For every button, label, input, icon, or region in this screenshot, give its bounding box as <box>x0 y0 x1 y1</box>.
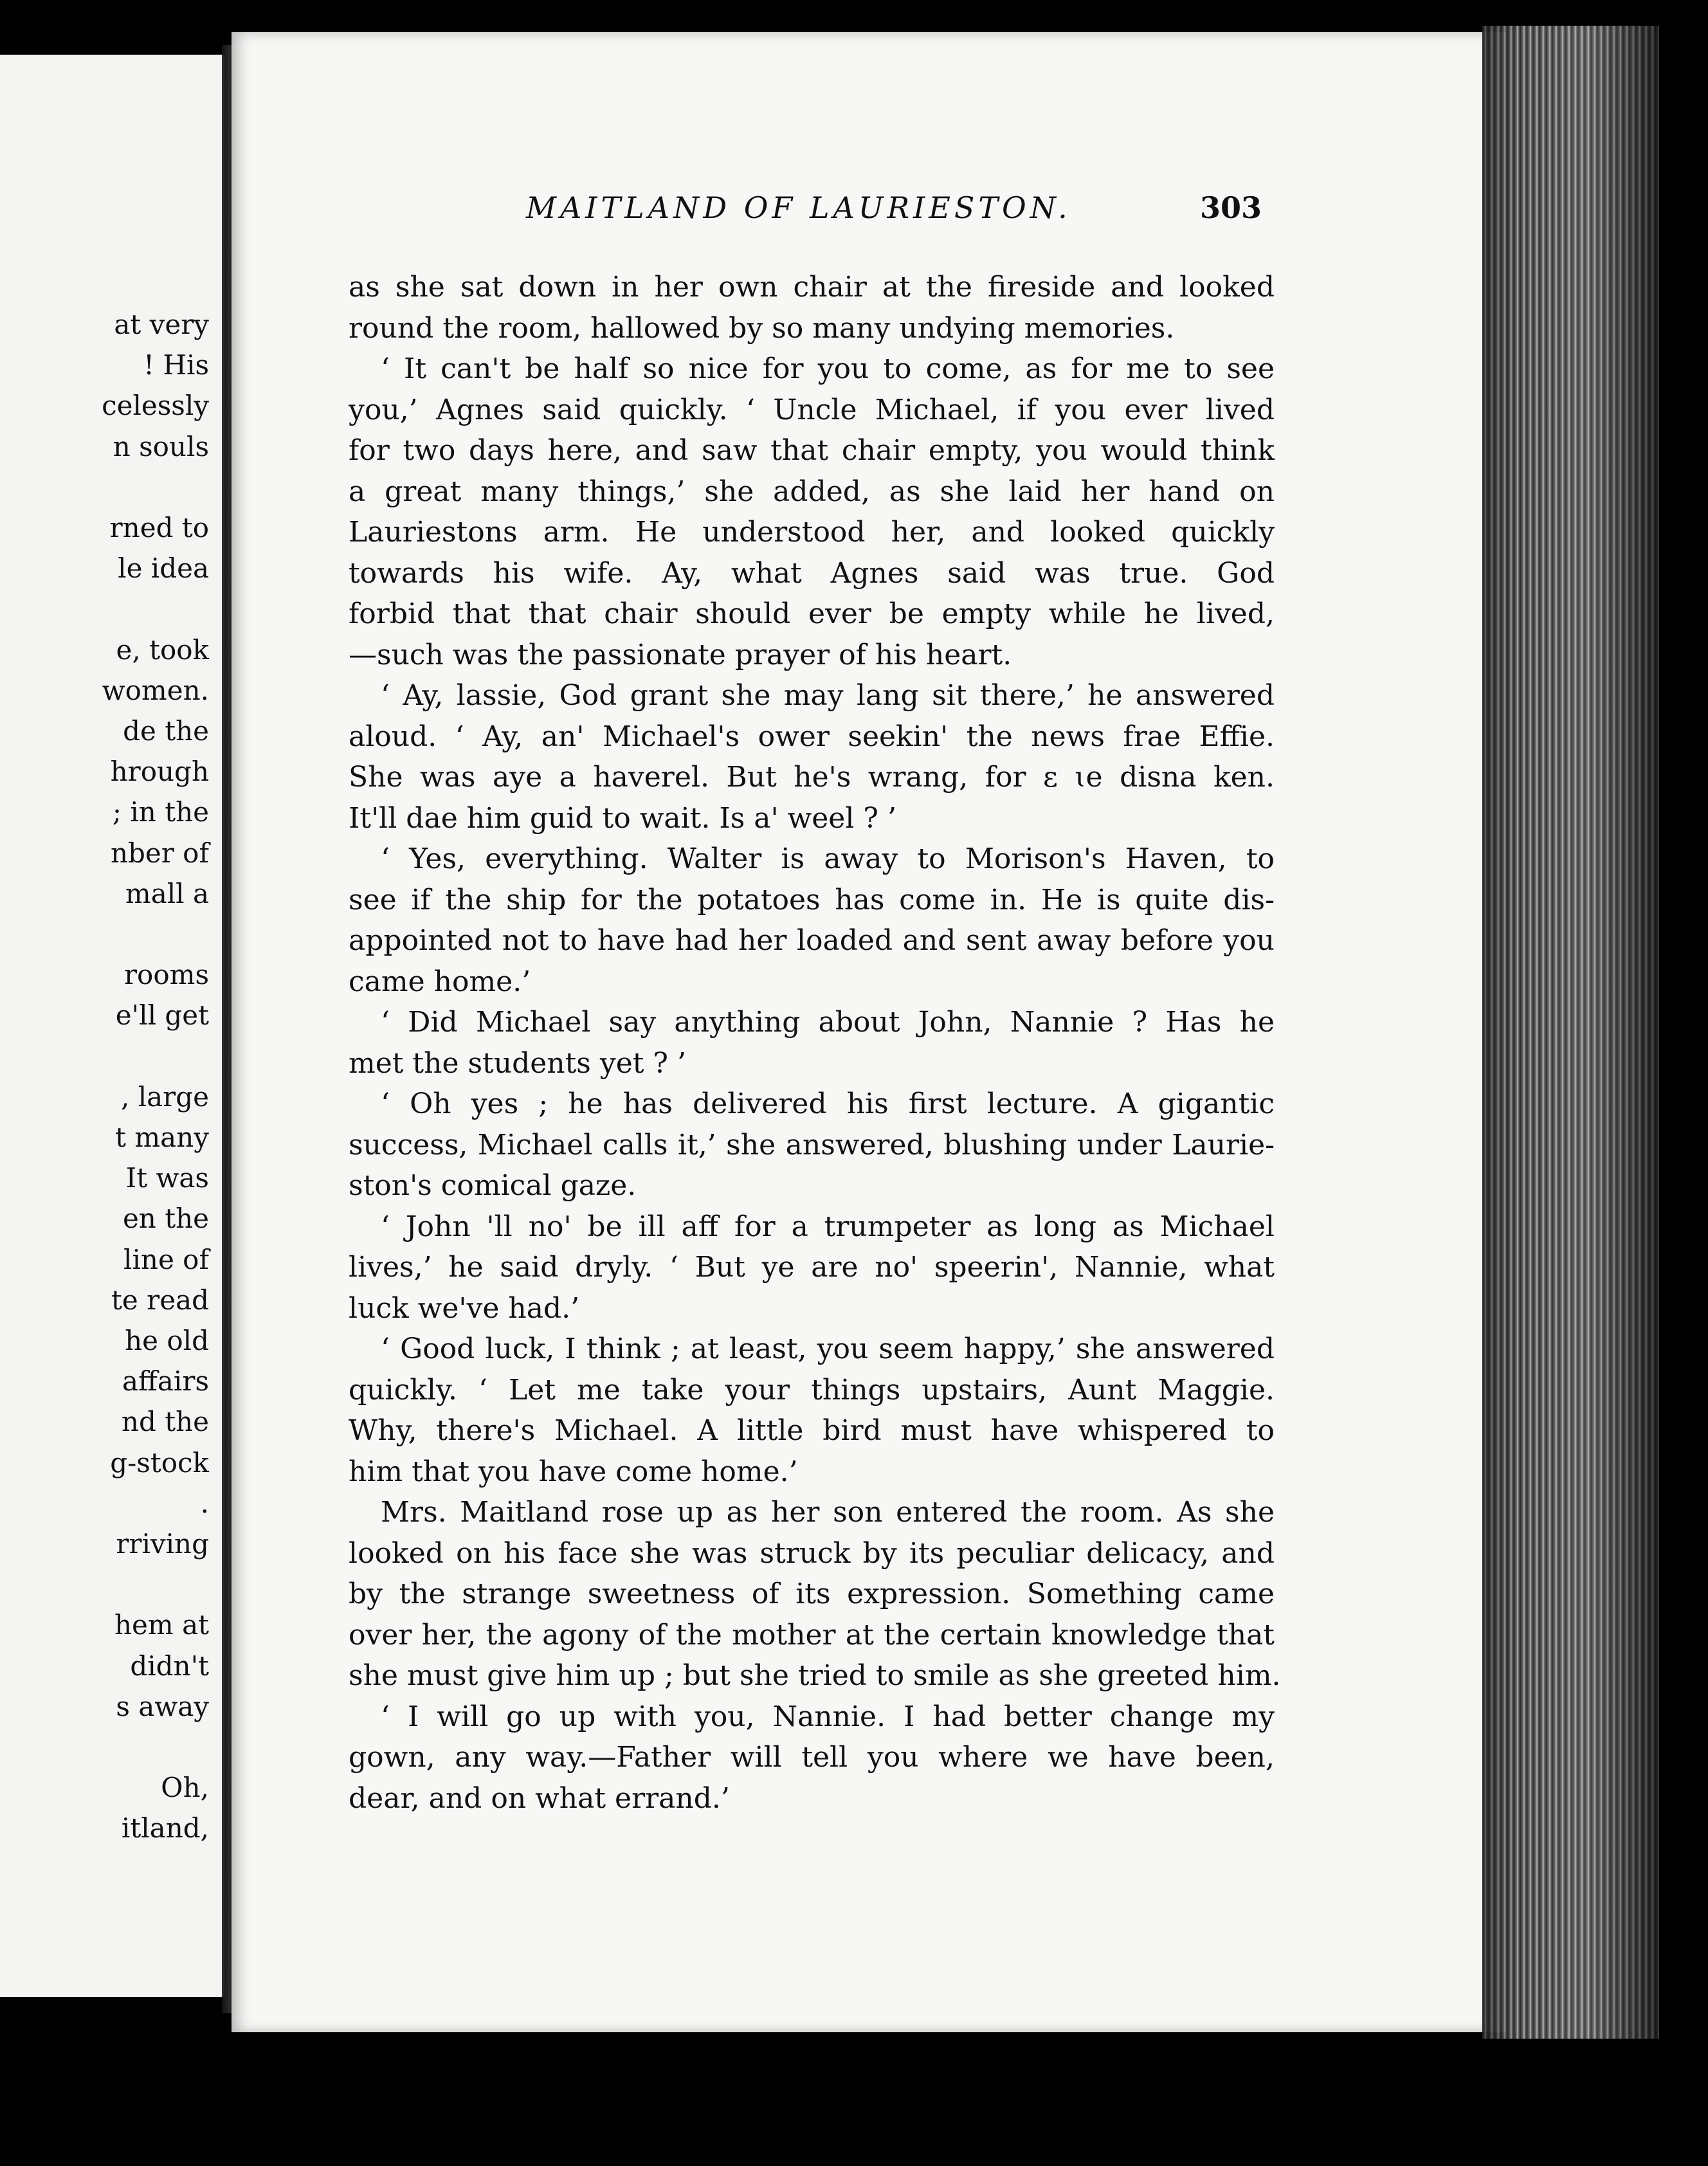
text-line: over her, the agony of the mother at the certain knowledge that <box>349 1618 1275 1652</box>
text-line: Why, there's Michael. A little bird must have whispered to <box>349 1414 1275 1447</box>
text-line: She was aye a haverel. But he's wrang, for ɛ ɩe disna ken. <box>349 761 1275 794</box>
text-line: dear, and on what errand.’ <box>349 1781 730 1815</box>
text-line: came home.’ <box>349 965 531 998</box>
text-line: —such was the passionate prayer of his heart. <box>349 638 1012 671</box>
left-page-fragment: le idea <box>118 552 209 585</box>
left-page-fragment: nd the <box>121 1406 209 1438</box>
text-line: gown, any way.—Father will tell you where we have been, <box>349 1741 1275 1774</box>
text-line: lives,’ he said dryly. ‘ But ye are no' speerin', Nannie, what <box>349 1251 1275 1284</box>
left-page-fragment: he old <box>125 1325 209 1356</box>
left-page-fragment: de the <box>123 715 209 747</box>
text-line: a great many things,’ she added, as she laid her hand on <box>349 475 1275 508</box>
text-line: ‘ Did Michael say anything about John, Nannie ? Has he <box>381 1006 1275 1039</box>
text-line: looked on his face she was struck by its peculiar delicacy, and <box>349 1536 1275 1570</box>
left-page-fragment: mall a <box>125 877 209 909</box>
left-page-fragment: line of <box>123 1243 209 1275</box>
text-line: by the strange sweetness of its expression. Something came <box>349 1578 1275 1610</box>
text-line: Lauriestons arm. He understood her, and looked quickly <box>349 516 1275 549</box>
left-page-fragment: affairs <box>122 1365 209 1397</box>
text-line: for two days here, and saw that chair empty, you would think <box>349 434 1275 467</box>
left-page-fragment: g-stock <box>110 1446 209 1479</box>
left-page-fragment: e, took <box>116 633 209 666</box>
left-page-fragment: nber of <box>110 837 209 869</box>
text-line: success, Michael calls it,’ she answered, blushing under Laurie- <box>349 1128 1275 1161</box>
left-page-fragment: rooms <box>123 959 209 991</box>
text-line: towards his wife. Ay, what Agnes said was true. God <box>349 556 1275 590</box>
left-page-fragment: Oh, <box>161 1772 209 1804</box>
text-line: ‘ Yes, everything. Walter is away to Morison's Haven, to <box>381 842 1275 875</box>
left-page-fragment: hrough <box>110 756 209 788</box>
page-edges-shade <box>1482 26 1659 2039</box>
text-line: met the students yet ? ’ <box>349 1046 686 1080</box>
text-line: It'll dae him guid to wait. Is a' weel ? ’ <box>349 801 896 835</box>
left-page-fragment: e'll get <box>115 999 209 1032</box>
left-page-fragment: hem at <box>114 1609 209 1641</box>
text-line: see if the ship for the potatoes has come in. He is quite dis- <box>349 883 1275 916</box>
left-page-fragment: , large <box>121 1080 209 1113</box>
left-page-fragment: ; in the <box>112 796 209 828</box>
text-line: forbid that that chair should ever be empty while he lived, <box>349 597 1275 630</box>
left-page-fragment: women. <box>102 674 209 706</box>
left-page-fragment: rriving <box>116 1528 209 1560</box>
left-page-fragment: en the <box>122 1203 209 1235</box>
text-line: ‘ Oh yes ; he has delivered his first lecture. A gigantic <box>381 1088 1275 1120</box>
text-line: ston's comical gaze. <box>349 1169 637 1202</box>
left-page-fragment: celessly <box>102 390 209 422</box>
text-line: him that you have come home.’ <box>349 1455 798 1488</box>
text-line: Mrs. Maitland rose up as her son entered the room. As she <box>381 1496 1275 1529</box>
left-page-fragment: at very <box>114 309 209 340</box>
body-text <box>349 267 1281 1819</box>
left-page-fragment: . <box>200 1487 209 1519</box>
left-page-fragment: n souls <box>113 430 209 462</box>
text-line: ‘ John 'll no' be ill aff for a trumpeter as long as Michael <box>381 1210 1275 1243</box>
text-line: appointed not to have had her loaded and sent away before you <box>349 924 1275 957</box>
left-page-fragment: itland, <box>121 1812 209 1844</box>
text-line: quickly. ‘ Let me take your things upstairs, Aunt Maggie. <box>349 1373 1275 1406</box>
left-page-fragment: It was <box>125 1162 209 1194</box>
text-line: as she sat down in her own chair at the fireside and looked <box>349 271 1275 304</box>
left-page-fragment: te read <box>111 1284 209 1316</box>
text-line: ‘ Good luck, I think ; at least, you seem happy,’ she answered <box>381 1333 1275 1365</box>
text-line: ‘ It can't be half so nice for you to come, as for me to see <box>381 352 1275 385</box>
left-page <box>0 55 224 1997</box>
running-head: MAITLAND OF LAURIESTON. <box>526 190 1071 225</box>
left-page-fragment: didn't <box>130 1650 209 1682</box>
text-line: aloud. ‘ Ay, an' Michael's ower seekin' the news frae Effie. <box>349 720 1275 753</box>
text-line: you,’ Agnes said quickly. ‘ Uncle Michael, if you ever lived <box>349 393 1275 426</box>
left-page-fragment: ! His <box>143 349 209 381</box>
text-line: she must give him up ; but she tried to smile as she greeted him. <box>349 1659 1281 1692</box>
left-page-fragment: t many <box>115 1122 209 1153</box>
text-line: ‘ I will go up with you, Nannie. I had better change my <box>381 1700 1275 1733</box>
text-line: round the room, hallowed by so many undying memories. <box>349 311 1175 345</box>
text-line: luck we've had.’ <box>349 1291 580 1325</box>
page-number: 303 <box>1200 190 1262 225</box>
text-line: ‘ Ay, lassie, God grant she may lang sit there,’ he answered <box>381 679 1275 712</box>
left-page-fragment: s away <box>116 1690 209 1722</box>
left-page-fragment: rned to <box>109 512 209 543</box>
